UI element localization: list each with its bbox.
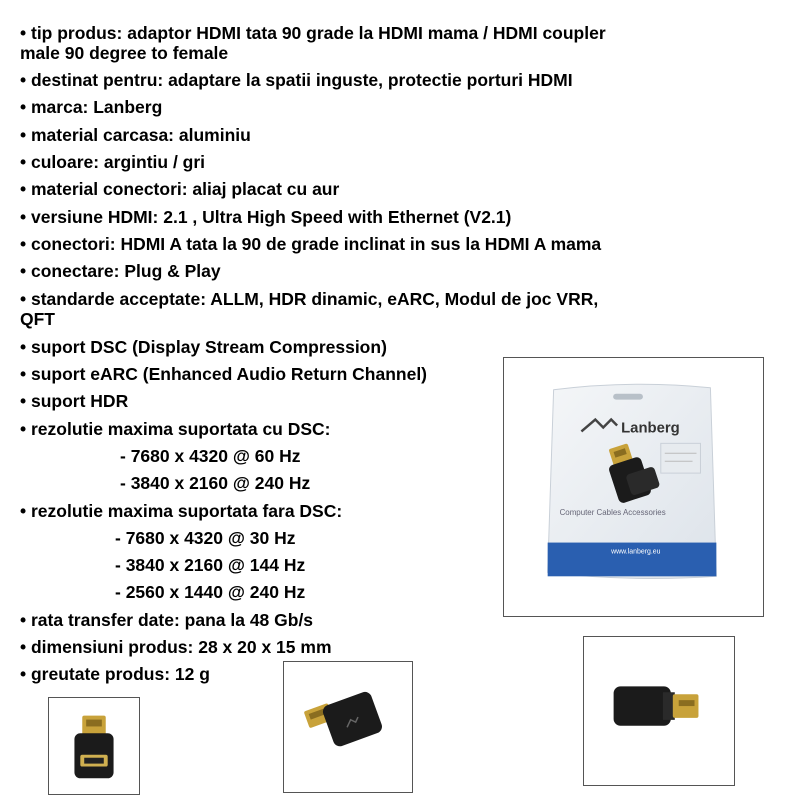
spec-line: • rezolutie maxima suportata cu DSC:: [20, 419, 331, 439]
spec-line: • conectori: HDMI A tata la 90 de grade inclinat in sus la HDMI A mama: [20, 234, 602, 254]
adapter-angle-illustration: [284, 662, 412, 792]
spec-line: • standarde acceptate: ALLM, HDR dinamic, eARC, Modul de joc VRR,: [20, 289, 599, 309]
spec-line: • suport DSC (Display Stream Compression): [20, 337, 387, 357]
spec-line: • material conectori: aliaj placat cu aur: [20, 179, 340, 199]
spec-line: - 2560 x 1440 @ 240 Hz: [115, 582, 306, 602]
package-brand: Lanberg: [621, 420, 680, 437]
package-illustration: [504, 358, 763, 616]
spec-line: - 7680 x 4320 @ 30 Hz: [115, 528, 296, 548]
spec-line: • destinat pentru: adaptare la spatii inguste, protectie porturi HDMI: [20, 70, 573, 90]
spec-line: • rezolutie maxima suportata fara DSC:: [20, 501, 343, 521]
spec-line: - 3840 x 2160 @ 240 Hz: [120, 473, 311, 493]
package-website: www.lanberg.eu: [611, 548, 661, 556]
spec-line: • culoare: argintiu / gri: [20, 152, 206, 172]
spec-line: • suport HDR: [20, 391, 129, 411]
spec-line: • dimensiuni produs: 28 x 20 x 15 mm: [20, 637, 332, 657]
spec-line: • tip produs: adaptor HDMI tata 90 grade la HDMI mama / HDMI coupler: [20, 23, 606, 43]
spec-line: • rata transfer date: pana la 48 Gb/s: [20, 610, 314, 630]
spec-line: - 3840 x 2160 @ 144 Hz: [115, 555, 306, 575]
spec-line: QFT: [20, 309, 55, 329]
spec-line: male 90 degree to female: [20, 43, 229, 63]
adapter-angle-photo: [283, 661, 413, 793]
package-tagline: Computer Cables Accessories: [559, 507, 666, 517]
spec-line: • conectare: Plug & Play: [20, 261, 221, 281]
spec-line: • versiune HDMI: 2.1 , Ultra High Speed with Ethernet (V2.1): [20, 207, 512, 227]
spec-line: • marca: Lanberg: [20, 97, 163, 117]
spec-line: • suport eARC (Enhanced Audio Return Channel): [20, 364, 428, 384]
adapter-front-photo: [48, 697, 140, 795]
spec-line: • greutate produs: 12 g: [20, 664, 210, 684]
spec-line: • material carcasa: aluminiu: [20, 125, 251, 145]
package-photo: [503, 357, 764, 617]
adapter-side-illustration: [584, 637, 734, 785]
spec-line: - 7680 x 4320 @ 60 Hz: [120, 446, 301, 466]
adapter-front-illustration: [49, 698, 139, 794]
adapter-side-photo: [583, 636, 735, 786]
